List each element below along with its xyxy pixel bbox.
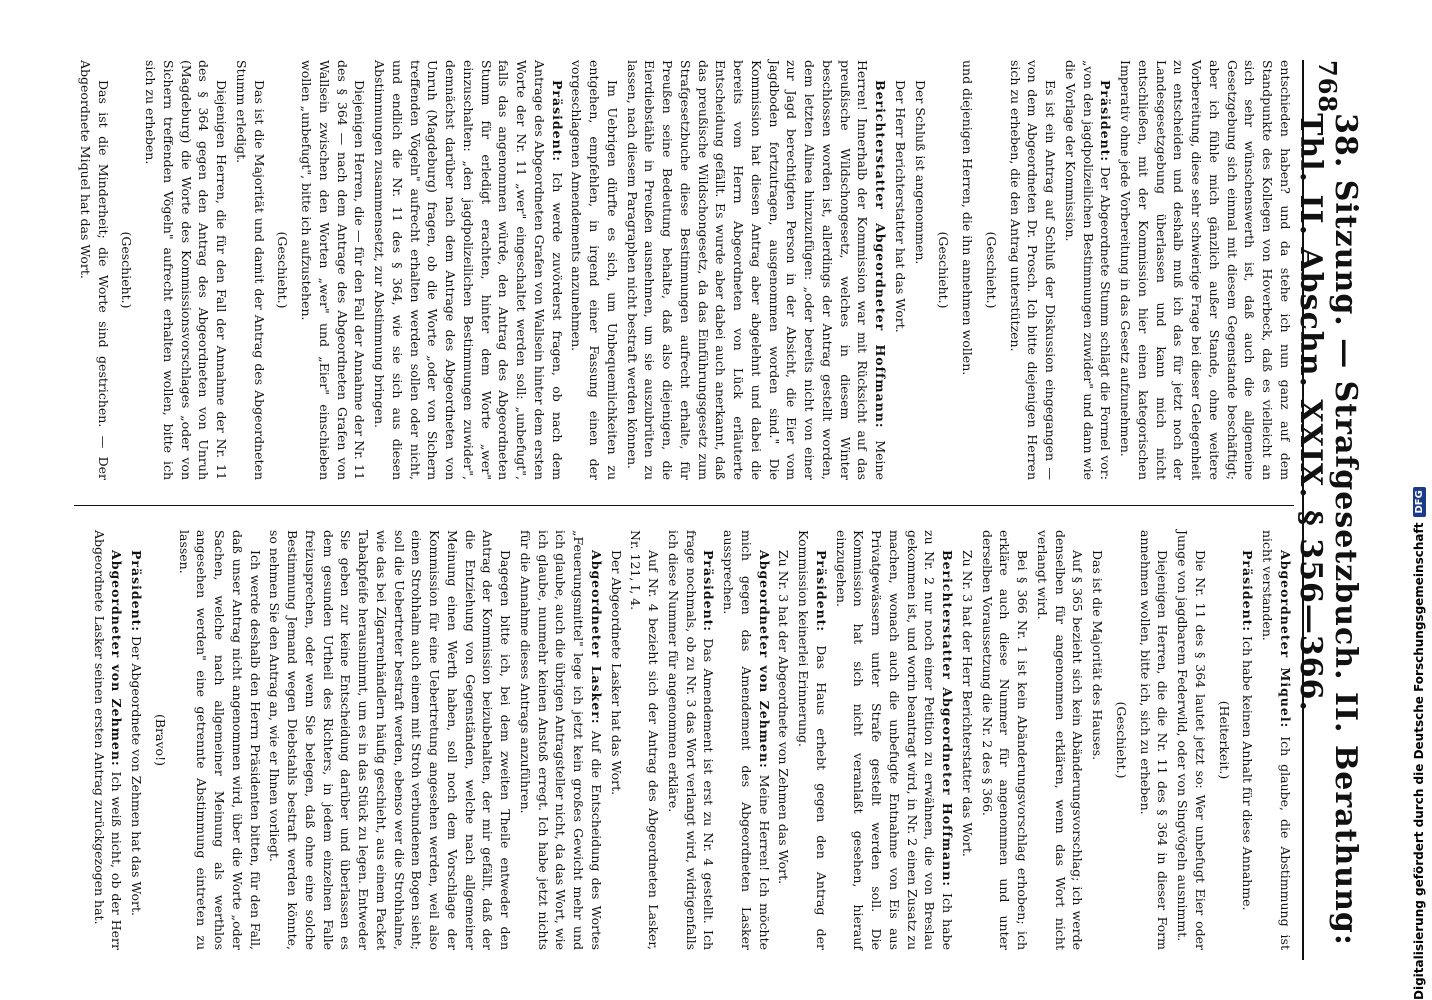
paragraph-text: Ich habe zu Nr. 2 nur noch einer Petition zu erwähnen, die von Breslau gekommen ist, und worin beantragt wird, in Nr. 2 einen Zusatz zu machen, wonach auch die unbefugte Entnahme von Eis aus Privatgewässern unter Strafe gestellt werden soll. Die Kommission hat sich nicht veranlaßt gesehen, hierauf einzugehen. bbox=[833, 530, 956, 950]
header-rule bbox=[1302, 60, 1304, 960]
paragraph-text: Ich glaube, die Abstimmung ist nicht verstanden. bbox=[1260, 530, 1293, 950]
paragraph bbox=[266, 530, 515, 950]
paragraph-text: Die Nr. 11 des § 364 lautet jetzt so: Wer unbefugt Eier oder Junge von jagdbarem Federwild, oder von Singvögeln ausnimmt. bbox=[1175, 530, 1208, 950]
speech-paragraph bbox=[371, 60, 566, 480]
speaker-name: Präsident: bbox=[1240, 550, 1256, 633]
page-number: 768 bbox=[1313, 60, 1343, 114]
paragraph-text: Der Schluß ist angenommen. bbox=[912, 80, 928, 265]
stage-direction bbox=[1112, 530, 1130, 950]
paragraph bbox=[1089, 530, 1107, 950]
paragraph-text: Diejenigen Herren, die für den Fall der Annahme der Nr. 11 des § 364 gegen den Antrag des Abgeordneten von Unruh (Magdeburg) die Worte des Kommissionsvorschlages „oder von Sichern treffenden Vögeln" aufrecht erhalten wollen, bitte ich sich zu erheben. bbox=[143, 60, 230, 480]
paragraph-text: Diejenigen Herren, die die Nr. 11 des § 364 in dieser Form annehmen wollen, bitte ich, sich zu erheben. bbox=[1137, 530, 1171, 950]
speech-paragraph bbox=[832, 530, 956, 950]
paragraph bbox=[232, 60, 268, 480]
speaker-name: Präsident: bbox=[129, 550, 145, 633]
speech-paragraph bbox=[664, 530, 717, 950]
paragraph-text: Zu Nr. 3 hat der Herr Berichterstatter das Wort. bbox=[960, 550, 975, 857]
speech-paragraph bbox=[128, 530, 146, 950]
speech-paragraph bbox=[795, 530, 831, 950]
right-column bbox=[88, 530, 1294, 950]
paragraph bbox=[1117, 60, 1295, 480]
paragraph-text: Der Herr Berichterstatter hat das Wort. bbox=[893, 80, 908, 333]
stage-direction bbox=[118, 60, 136, 480]
paragraph-text: Meine Herren! Ich möchte mich gegen das Amendement des Abgeordneten Lasker aussprechen. bbox=[721, 530, 772, 950]
speaker-name: Präsident: bbox=[814, 550, 829, 633]
page-header bbox=[1293, 60, 1363, 960]
stage-direction bbox=[274, 60, 292, 480]
paragraph bbox=[775, 530, 793, 950]
paragraph-text: Der Abgeordnete von Zehmen hat das Wort. bbox=[129, 636, 145, 917]
paragraph-text: Auf § 365 bezieht sich kein Abänderungsvorschlag; ich werde denselben für angenommen erklären, wenn das Wort nicht verlangt wird. bbox=[1035, 530, 1086, 950]
paragraph bbox=[959, 60, 977, 480]
speech-paragraph bbox=[720, 530, 773, 950]
paragraph bbox=[958, 530, 976, 950]
speaker-name: Abgeordneter von Zehmen: bbox=[109, 550, 125, 767]
speaker-name: Abgeordneter von Zehmen: bbox=[756, 550, 772, 769]
speaker-name: Präsident: bbox=[701, 550, 717, 633]
paragraph-text: und diejenigen Herren, die ihn annehmen wollen. bbox=[960, 60, 976, 376]
speaker-name: Präsident: bbox=[1098, 80, 1114, 163]
paragraph bbox=[911, 60, 929, 480]
paragraph-text: Meine Herren! Innerhalb der Kommission war mit Rücksicht auf das preußische Wildschongesetz, welches in diesem Winter beschlossen worden ist, allerdings der Antrag gestellt worden, dem letzten Alinea hinzuzufügen: „oder bereits nicht von einer zur Jagd berechtigten Person in der Absicht, die Eier vom Jagdboden fortzutragen, ausgenommen worden sind." Die Kommission hat diesen Antrag aber abgelehnt und dabei die bereits vom Herrn Abgeordneten von Lück erläuterte Entscheidung gefällt. Es wurde aber dabei auch anerkannt, daß das preußische Wildschongesetz, da das Einführungsgesetz zum Strafgesetzbuche diese Bestimmungen aufrecht erhalte, für Preußen seine Bedeutung behalte, daß also diejenigen, die Eierdiebstähle in Preußen ausnehmen, um sie auszubrüten zu lassen, nach diesem Paragraphen nicht bestraft werden können. bbox=[624, 60, 889, 480]
left-column bbox=[74, 60, 1294, 480]
speaker-name: Berichterstatter Abgeordneter Hoffmann: bbox=[873, 80, 889, 429]
paragraph bbox=[627, 530, 663, 950]
paragraph bbox=[1033, 530, 1086, 950]
paragraph-text: (Bravo!) bbox=[153, 714, 168, 766]
paragraph-text: entschieden haben? und da stehe ich nun ganz auf dem Standpunkte des Kollegen von Hoverbeck, daß es vielleicht an sich sehr wünschenswerth ist, daß auch die allgemeine Gesetzgebung sich einmal mit diesem Gegenstande beschäftigt; aber ich fühle mich gänzlich außer Stande, ohne weitere Vorbereitung, diese sehr schwierige Frage bei dieser Gelegenheit zu entscheiden und deshalb muß ich das für jetzt noch der Landesgesetzgebung überlassen und kann mich nicht entschließen, mit der Kommission hier einen kategorischen Imperativ ohne jede Vorbereitung in das Gesetz aufzunehmen. bbox=[1118, 60, 1293, 480]
paragraph-text: (Geschieht.) bbox=[1114, 701, 1129, 779]
stage-direction bbox=[151, 530, 169, 950]
paragraph-text: Das ist die Minderheit; die Worte sind gestrichen. — Der Abgeordnete Miquel hat das Wort. bbox=[78, 60, 111, 480]
paragraph bbox=[1174, 530, 1210, 950]
speech-paragraph bbox=[1239, 530, 1257, 950]
paragraph-text: Ich habe keinen Anhalt für diese Annahme. bbox=[1240, 636, 1256, 911]
scanned-page bbox=[66, 0, 1366, 1000]
paragraph-text: Der Abgeordnete Stumm schlägt die Formel vor: „von den jagdpolizeilichen Bestimmungen zuwider" und dann wie die Vorlage der Kommission. bbox=[1063, 60, 1114, 480]
paragraph-text: Das ist die Majorität und damit der Antrag des Abgeordneten Stumm erledigt. bbox=[234, 60, 267, 480]
paragraph-text: Das Haus erhebt gegen den Antrag der Kommission keinerlei Erinnerung. bbox=[796, 530, 829, 950]
stage-direction bbox=[935, 60, 953, 480]
paragraph-text: Das Amendement ist erst zu Nr. 4 gestellt. Ich frage nochmals, ob zu Nr. 3 das Wort verlangt wird, widrigenfalls ich diese Nummer für angenommen erkläre. bbox=[666, 530, 717, 950]
paragraph-text: Ich werde deshalb den Herrn Präsidenten bitten, für den Fall, daß unser Antrag nicht angenommen wird, über die Worte „oder Sachen, welche nach allgemeiner Meinung als werthlos angesehen werden" eine getrennte Abstimmung eintreten zu lassen. bbox=[176, 530, 263, 950]
paragraph-text: Es ist ein Antrag auf Schluß der Diskussion eingegangen — von dem Abgeordneten Dr. Prosch. Ich bitte diejenigen Herren sich zu erheben, die den Antrag unterstützen. bbox=[1007, 60, 1059, 480]
paragraph bbox=[568, 60, 621, 480]
speaker-name: Präsident: bbox=[549, 80, 565, 163]
paragraph bbox=[298, 60, 369, 480]
paragraph-text: Das ist die Majorität des Hauses. bbox=[1090, 550, 1106, 761]
paragraph-text: Im Uebrigen dürfte es sich, um Unbequemlichkeiten zu entgehen, empfehlen, in irgend einer Fassung einen der vorgeschlagenen Amendements anzunehmen. bbox=[569, 60, 620, 480]
paragraph-text: (Heiterkeit.) bbox=[1216, 700, 1232, 780]
paragraph bbox=[76, 60, 112, 480]
paragraph bbox=[891, 60, 909, 480]
paragraph-text: Ich werde zuvörderst fragen, ob nach dem Antrage des Abgeordneten Grafen von Wallsein hinter dem ersten Worte der Nr. 11 „wer" eingeschaltet werden soll: „unbefugt", falls das angenommen würde, den Antrag des Abgeordneten Stumm für erledigt erachten, hinter dem Worte „wer" einzuschalten: „den jagdpolizeilichen Bestimmungen zuwider", demnächst darüber nach dem Antrage des Abgeordneten von Unruh (Magdeburg) fragen, ob die Worte „oder von Sichern treffenden Vögeln" aufrecht erhalten werden sollen oder nicht, und endlich die Nr. 11 des § 364, wie sie sich aus diesen Abstimmungen zusammensetzt, zur Abstimmung bringen. bbox=[372, 60, 565, 481]
page-title: 38. Sitzung. — Strafgesetzbuch. II. Berathung: Thl. II. Abschn. XXIX. § 356—366. bbox=[1293, 113, 1363, 946]
footer-text-row bbox=[1406, 0, 1432, 1000]
speech-paragraph bbox=[516, 530, 605, 950]
column-divider bbox=[74, 505, 1294, 506]
paragraph bbox=[607, 530, 625, 950]
paragraph-text: (Geschieht.) bbox=[984, 231, 999, 309]
paragraph-text: Zu Nr. 3 hat der Abgeordnete von Zehmen das Wort. bbox=[776, 550, 792, 885]
speaker-name: Abgeordneter Miquel: bbox=[1278, 550, 1293, 729]
paragraph bbox=[1136, 530, 1172, 950]
paragraph-text: Dagegen bitte ich, bei dem zweiten Theile entweder den Antrag der Kommission beizubehalten, der mir gefällt, daß der die Entziehung von Gegenständen, welche nach allgemeiner Meinung einen Werth haben, soll noch dem Vorschlage der Kommission für eine Uebertretung angesehen werden, weil also einen Strohhalm auch einem mit Stroh verbundenen Bogen sieht; soll die Uebertreter bestraft werden, ebenso wer die Strohhalme, wie das bei Zigarrenhändlern häufig geschieht, aus einem Packet Tabakpfeife herausnimmt, um es in das Stück zu legen. Entweder Sie geben zur keine Entscheidung darüber und überlassen es dem gesunden Urtheil des Richters, in jedem einzelnen Falle freizusprechen, oder wenn Sie belegen, daß ohne eine solche Bestimmung Jemand wegen Diebstahls bestraft werden könnte, so nehmen Sie den Antrag an, wie er Ihnen vorliegt. bbox=[267, 530, 514, 950]
paragraph-text: Bei § 366 Nr. 1 ist kein Abänderungsvorschlag erhoben; ich erkläre auch diese Nummer für angenommen und unter derselben Voraussetzung die Nr. 2 des § 366. bbox=[979, 530, 1031, 950]
paragraph-text: (Geschieht.) bbox=[275, 231, 291, 309]
paragraph bbox=[1006, 60, 1059, 480]
footer bbox=[1406, 0, 1432, 1000]
speech-paragraph bbox=[1259, 530, 1295, 950]
stage-direction bbox=[982, 60, 1000, 480]
speaker-name: Berichterstatter Abgeordneter Hoffmann: bbox=[940, 550, 956, 887]
paragraph-text: Ich weiß nicht, ob der Herr Abgeordnete Lasker seinen ersten Antrag zurückgezogen hat. bbox=[91, 530, 125, 950]
paragraph bbox=[142, 60, 231, 480]
paragraph-text: Auf Nr. 4 bezieht sich der Antrag des Abgeordneten Lasker, Nr. 121, I, 4. bbox=[628, 530, 662, 950]
speech-paragraph bbox=[1061, 60, 1114, 480]
stage-direction bbox=[1215, 530, 1233, 950]
paragraph-text: Der Abgeordnete Lasker hat das Wort. bbox=[608, 550, 624, 796]
dfg-logo: DFG bbox=[1413, 487, 1426, 516]
paragraph-text: Auf die Entscheidung des Wortes „Feuerungsmittel" lege ich jetzt kein großes Gewicht mehr und ich glaube, auch die übrigen Antragsteller nicht, da das Wort, wie ich glaube, nunmehr keinen Anstoß erregt. Ich habe jetzt nichts für die Annahme dieses Antrags anzuführen. bbox=[518, 530, 604, 950]
speech-paragraph bbox=[90, 530, 126, 950]
paragraph bbox=[978, 530, 1031, 950]
footer-credit: Digitalisierung gefördert durch die Deutsche Forschungsgemeinschaft bbox=[1412, 522, 1426, 1000]
paragraph-text: Diejenigen Herren, die — für den Fall der Annahme der Nr. 11 des § 364 — nach dem Antrage des Abgeordneten Grafen von Wallsein zwischen den Worten „wer" und „Eier" einschieben wollen „unbefugt", bitte ich aufzustehen. bbox=[299, 60, 368, 480]
paragraph bbox=[175, 530, 264, 950]
speech-paragraph bbox=[623, 60, 889, 480]
paragraph-text: (Geschieht.) bbox=[119, 231, 135, 309]
speaker-name: Abgeordneter Lasker: bbox=[589, 550, 604, 725]
paragraph-text: (Geschieht.) bbox=[936, 231, 952, 309]
